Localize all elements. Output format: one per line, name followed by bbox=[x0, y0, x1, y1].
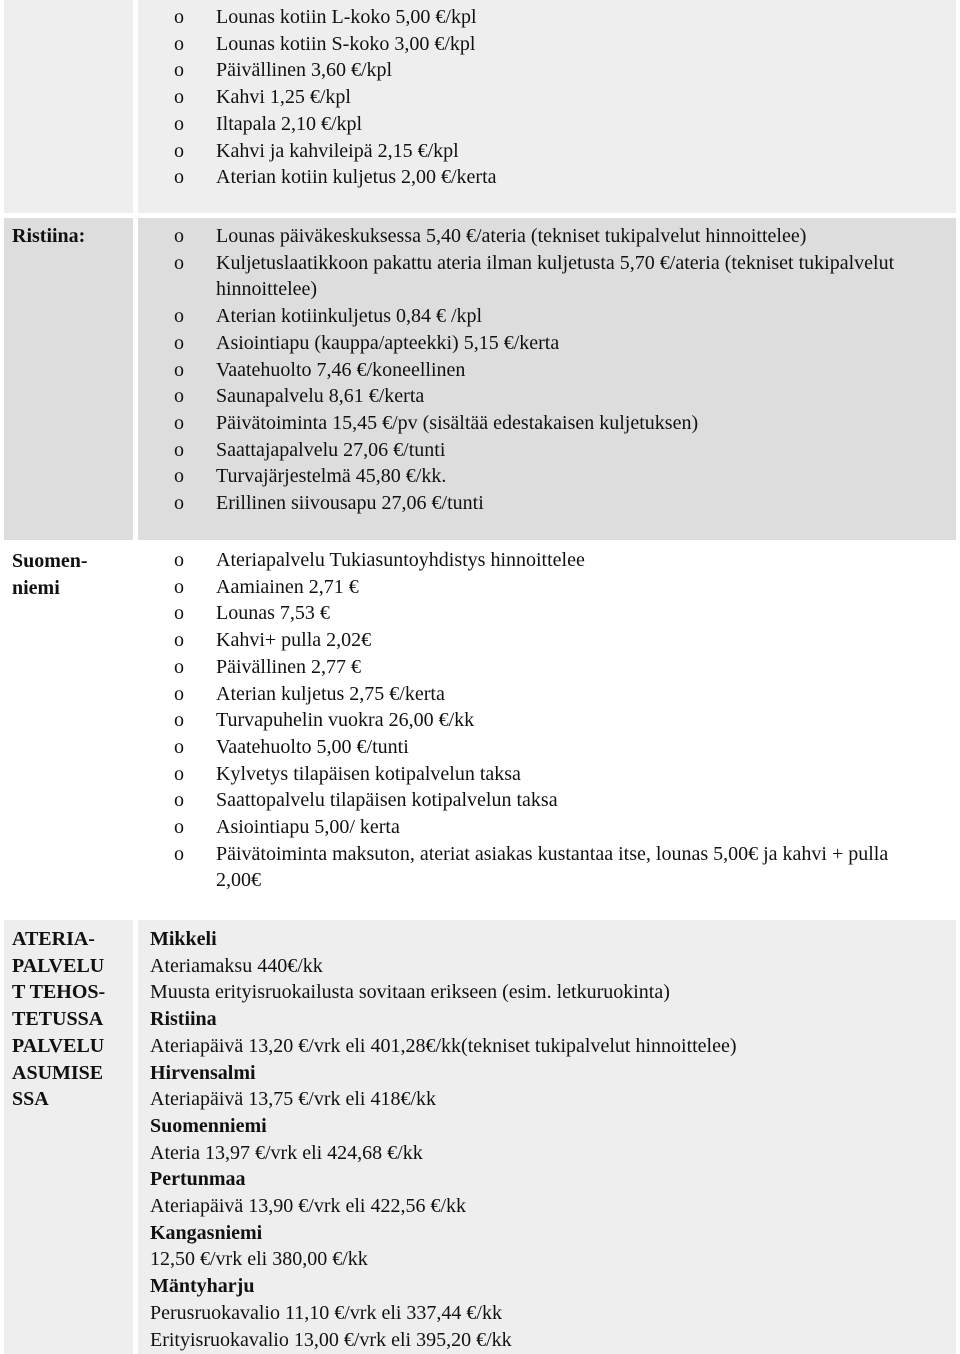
list-item: o Aterian kotiin kuljetus 2,00 €/kerta bbox=[174, 164, 934, 191]
section-ateriapalvelu bbox=[4, 920, 956, 1354]
label-cell bbox=[4, 920, 133, 1354]
price-line: Ateriapäivä 13,90 €/vrk eli 422,56 €/kk bbox=[150, 1195, 467, 1218]
bullet-icon: o bbox=[174, 762, 184, 785]
bullet-icon: o bbox=[174, 411, 184, 434]
list-item: o Lounas 7,53 € bbox=[174, 600, 934, 627]
bullet-icon: o bbox=[174, 816, 184, 839]
price-line: Muusta erityisruokailusta sovitaan erikseen (esim. letkuruokinta) bbox=[150, 981, 670, 1004]
list-item: o Iltapala 2,10 €/kpl bbox=[174, 111, 934, 138]
municipality-heading: Hirvensalmi bbox=[150, 1061, 256, 1084]
list-item: o Saattopalvelu tilapäisen kotipalvelun taksa bbox=[174, 787, 934, 814]
municipality-heading: Ristiina bbox=[150, 1008, 217, 1031]
list-item: o Turvajärjestelmä 45,80 €/kk. bbox=[174, 463, 934, 490]
bullet-icon: o bbox=[174, 842, 184, 865]
bullet-icon: o bbox=[174, 709, 184, 732]
section-ristiina bbox=[4, 218, 956, 540]
bullet-icon: o bbox=[174, 251, 184, 274]
section-label: Ristiina: bbox=[12, 225, 86, 247]
bullet-icon: o bbox=[174, 629, 184, 652]
list-item: o Saattajapalvelu 27,06 €/tunti bbox=[174, 437, 934, 464]
list-item: o Vaatehuolto 5,00 €/tunti bbox=[174, 734, 934, 761]
municipality-heading: Suomenniemi bbox=[150, 1114, 267, 1137]
label-cell bbox=[4, 0, 133, 213]
municipality-heading: Pertunmaa bbox=[150, 1168, 246, 1191]
municipality-heading: Mäntyharju bbox=[150, 1275, 255, 1298]
bullet-icon: o bbox=[174, 438, 184, 461]
list-item: o Kahvi+ pulla 2,02€ bbox=[174, 627, 934, 654]
list-item: o Päivätoiminta 15,45 €/pv (sisältää edestakaisen kuljetuksen) bbox=[174, 410, 934, 437]
section-suomenniemi bbox=[4, 543, 956, 915]
bullet-icon: o bbox=[174, 139, 184, 162]
list-item: o Vaatehuolto 7,46 €/koneellinen bbox=[174, 357, 934, 384]
list-item: o Asiointiapu 5,00/ kerta bbox=[174, 814, 934, 841]
bullet-icon: o bbox=[174, 549, 184, 571]
municipality-prices bbox=[150, 926, 737, 1353]
bullet-icon: o bbox=[174, 492, 184, 515]
label-cell bbox=[4, 543, 133, 915]
municipality-heading: Mikkeli bbox=[150, 928, 217, 950]
price-line: Erityisruokavalio 13,00 €/vrk eli 395,20 €/kk bbox=[150, 1328, 512, 1351]
bullet-icon: o bbox=[174, 735, 184, 758]
price-line: Ateria 13,97 €/vrk eli 424,68 €/kk bbox=[150, 1141, 423, 1164]
content-cell bbox=[138, 543, 956, 915]
list-item: o Kahvi ja kahvileipä 2,15 €/kpl bbox=[174, 138, 934, 165]
label-cell bbox=[4, 218, 133, 540]
price-line: Ateriapäivä 13,75 €/vrk eli 418€/kk bbox=[150, 1088, 437, 1111]
list-item: o Lounas päiväkeskuksessa 5,40 €/ateria (tekniset tukipalvelut hinnoittelee) bbox=[174, 223, 934, 250]
list-item: o Ateriapalvelu Tukiasuntoyhdistys hinnoittelee bbox=[174, 547, 934, 574]
bullet-icon: o bbox=[174, 602, 184, 625]
list-item: o Aterian kuljetus 2,75 €/kerta bbox=[174, 681, 934, 708]
bullet-icon: o bbox=[174, 465, 184, 488]
content-cell bbox=[138, 218, 956, 540]
bullet-icon: o bbox=[174, 358, 184, 381]
list-item: o Lounas kotiin L-koko 5,00 €/kpl bbox=[174, 4, 934, 31]
list-item: o Aterian kotiinkuljetus 0,84 € /kpl bbox=[174, 303, 934, 330]
list-item: o Turvapuhelin vuokra 26,00 €/kk bbox=[174, 707, 934, 734]
list-item: o Päivällinen 2,77 € bbox=[174, 654, 934, 681]
bullet-icon: o bbox=[174, 575, 184, 598]
list-item: o Asiointiapu (kauppa/apteekki) 5,15 €/kerta bbox=[174, 330, 934, 357]
list-item: o Kuljetuslaatikkoon pakattu ateria ilman kuljetusta 5,70 €/ateria (tekniset tukipalvelut hinnoittelee) bbox=[174, 251, 895, 301]
list-item: o Erillinen siivousapu 27,06 €/tunti bbox=[174, 490, 934, 517]
bullet-icon: o bbox=[174, 385, 184, 408]
price-list bbox=[174, 547, 934, 894]
bullet-icon: o bbox=[174, 789, 184, 812]
price-line: 12,50 €/vrk eli 380,00 €/kk bbox=[150, 1248, 368, 1271]
list-item: o Lounas kotiin S-koko 3,00 €/kpl bbox=[174, 31, 934, 58]
bullet-icon: o bbox=[174, 166, 184, 189]
price-list bbox=[174, 4, 934, 191]
content-cell bbox=[138, 920, 956, 1354]
section-continuation bbox=[4, 0, 956, 213]
section-label: Suomen- niemi bbox=[12, 550, 88, 599]
price-line: Perusruokavalio 11,10 €/vrk eli 337,44 €/kk bbox=[150, 1301, 502, 1324]
bullet-icon: o bbox=[174, 59, 184, 82]
bullet-icon: o bbox=[174, 655, 184, 678]
bullet-icon: o bbox=[174, 331, 184, 354]
municipality-heading: Kangasniemi bbox=[150, 1221, 263, 1244]
bullet-icon: o bbox=[174, 112, 184, 135]
bullet-icon: o bbox=[174, 305, 184, 328]
list-item: o Saunapalvelu 8,61 €/kerta bbox=[174, 383, 934, 410]
bullet-icon: o bbox=[174, 6, 184, 28]
price-line: Ateriamaksu 440€/kk bbox=[150, 954, 323, 977]
list-item: o Päivätoiminta maksuton, ateriat asiakas kustantaa itse, lounas 5,00€ ja kahvi + pulla 2,00€ bbox=[174, 842, 889, 892]
bullet-icon: o bbox=[174, 225, 184, 247]
content-cell bbox=[138, 0, 956, 213]
price-list bbox=[174, 223, 934, 517]
list-item: o Aamiainen 2,71 € bbox=[174, 574, 934, 601]
bullet-icon: o bbox=[174, 86, 184, 109]
list-item: o Kahvi 1,25 €/kpl bbox=[174, 84, 934, 111]
list-item: o Päivällinen 3,60 €/kpl bbox=[174, 57, 934, 84]
section-label: ATERIA- PALVELU T TEHOS- TETUSSA PALVELU ASUMISE SSA bbox=[12, 928, 106, 1111]
bullet-icon: o bbox=[174, 682, 184, 705]
list-item: o Kylvetys tilapäisen kotipalvelun taksa bbox=[174, 761, 934, 788]
bullet-icon: o bbox=[174, 32, 184, 55]
price-line: Ateriapäivä 13,20 €/vrk eli 401,28€/kk(tekniset tukipalvelut hinnoittelee) bbox=[150, 1034, 737, 1057]
